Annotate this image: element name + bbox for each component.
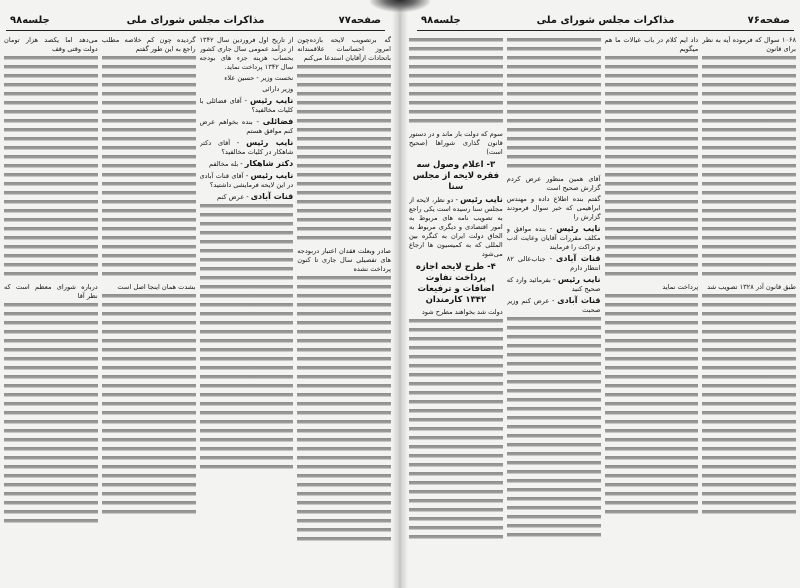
text-block	[605, 56, 699, 281]
text-block	[409, 319, 503, 544]
text-block	[297, 276, 391, 546]
paragraph: گه برتصویب لایحه بازده‌چون امروز احساسات علاقمندانه باتحادات ازآقایان استدعا می‌کنم	[297, 36, 391, 62]
section-heading: ۴- طرح لایحه اجازه پرداخت تفاوت اضافات و ترفیعات ۱۳۴۲ کارمندان	[415, 262, 496, 305]
page-header	[417, 14, 794, 31]
column-3	[507, 36, 601, 584]
speaker: نایب رئیس	[460, 195, 503, 204]
paragraph: صادر وبعلت فقدان اعتبار دربودجه های تفصیلی سال جاری تا کنون پرداخت نشده	[297, 247, 391, 273]
column-2	[200, 36, 294, 584]
text-block	[702, 56, 796, 281]
text-block	[409, 38, 503, 128]
paragraph: گردیده چون کم خلاصه مطلب راجع به این طور گفتم	[101, 36, 196, 53]
page-number: صفحه۷۶	[747, 15, 790, 26]
paragraph: بشدت همان اینجا اصل است	[117, 283, 196, 291]
page-number: صفحه۷۷	[338, 15, 381, 26]
paragraph: گفتم بنده اطلاع داده و مهندس ابراهیمی که خبر سوال فرمودند گزارش را	[506, 195, 601, 221]
speech: - بنده بخواهم عرض کنم موافق هستم	[199, 118, 294, 135]
column-2	[605, 36, 699, 584]
speaker: قنات آبادی	[557, 296, 601, 305]
section-heading: ۳- اعلام وصول سه فقره لایحه از مجلس سنا	[412, 160, 500, 192]
text-block	[297, 65, 391, 245]
text-block	[4, 56, 98, 281]
running-title: مذاکرات مجلس شورای ملی	[536, 15, 675, 26]
text-block	[200, 204, 294, 474]
right-page	[405, 0, 800, 588]
column-3	[102, 36, 196, 584]
column-4	[409, 36, 503, 584]
text-block	[507, 38, 601, 173]
speaker: نایب رئیس	[249, 96, 294, 105]
speech: - آقای فضائلی با کلیات مخالفید؟	[199, 97, 294, 114]
paragraph: از تاریخ اول فروردین سال ۱۳۴۲ از درآمد عمومی سال جاری کشور بحساب هزینه جزء های بودجه سال ۱۳۴۲ پرداخت نماید.	[199, 36, 294, 71]
speech: - بله مخالفم	[209, 160, 243, 168]
column-1	[297, 36, 391, 584]
columns	[409, 36, 796, 584]
speaker: قنات آبادی	[250, 192, 294, 201]
text-block	[507, 317, 601, 542]
text-block	[702, 294, 796, 519]
text-block	[4, 303, 98, 528]
running-title: مذاکرات مجلس شورای ملی	[126, 15, 265, 26]
signature: نخست وزیر - حسین علاء	[224, 74, 294, 82]
speech: - دو نظر، لایحه از مجلس سنا رسیده است یکی راجع به تصویب نامه های مربوط به امور اقتصادی و دیگری مربوط به الحاق دولت ایران به کنگره بین المللی که به کمیسیون ها ارجاع می‌شود	[409, 196, 503, 258]
speaker: دکتر شاهکار	[244, 159, 294, 168]
speaker: نایب رئیس	[250, 171, 294, 180]
page-header	[6, 14, 385, 31]
paragraph: داد ایم کلام در باب عیالات ما هم میگویم	[604, 36, 699, 53]
session-label: جلسه۹۸	[10, 15, 50, 26]
speaker: فضائلی	[262, 117, 294, 126]
paragraph: دولت شد بخواهند مطرح شود	[421, 308, 503, 316]
speaker: نایب رئیس	[556, 224, 601, 233]
left-page	[0, 0, 395, 588]
speech: - بنده موافق و مکلف مقررات آقایان وعایت ادب و نزاکت را فرمایند	[506, 225, 601, 251]
column-4	[4, 36, 98, 584]
speaker: نایب رئیس	[246, 138, 294, 147]
speech: - عرض کنم وزیر صحبت	[506, 297, 601, 314]
paragraph: سوم که دولت بار ماند و در دستور قانون گذاری شوراها (صحیح است)	[409, 130, 503, 156]
speech: - بفرمائید وارد که صحیح کنید	[506, 276, 601, 293]
paragraph: طبق قانون آذر ۱۳۲۸ تصویب شد	[707, 283, 796, 291]
text-block	[102, 56, 196, 281]
speech: - آقای دکتر شاهکار در کلیات مخالفید؟	[199, 139, 294, 156]
text-block	[102, 294, 196, 519]
columns	[4, 36, 391, 584]
paragraph: ۱۰۶۸ سوال که فرموده آیه به نظر برای قانون	[702, 36, 796, 53]
paragraph: پرداخت نماید	[662, 283, 699, 291]
paragraph: آقای همین منظور عرض کردم گزارش صحیح است	[506, 175, 601, 192]
paragraph: می‌دهد اما یکصد هزار تومان دولت وقتی وقف	[4, 36, 98, 53]
paragraph: درباره شورای معظم است که نظر آقا	[4, 283, 98, 300]
speaker: نایب رئیس	[557, 275, 601, 284]
column-1	[702, 36, 796, 584]
signature: وزیر دارائی	[262, 85, 294, 93]
text-block	[605, 294, 699, 519]
speech: - جناب‌عالی ۸۲ انتظار دارم	[506, 255, 601, 272]
speaker: قنات آبادی	[556, 254, 601, 263]
session-label: جلسه۹۸	[421, 15, 461, 26]
speech: - آقای قنات آبادی در این لایحه فرمایشی داشتید؟	[199, 172, 294, 189]
speech: - عرض کنم	[216, 193, 249, 201]
